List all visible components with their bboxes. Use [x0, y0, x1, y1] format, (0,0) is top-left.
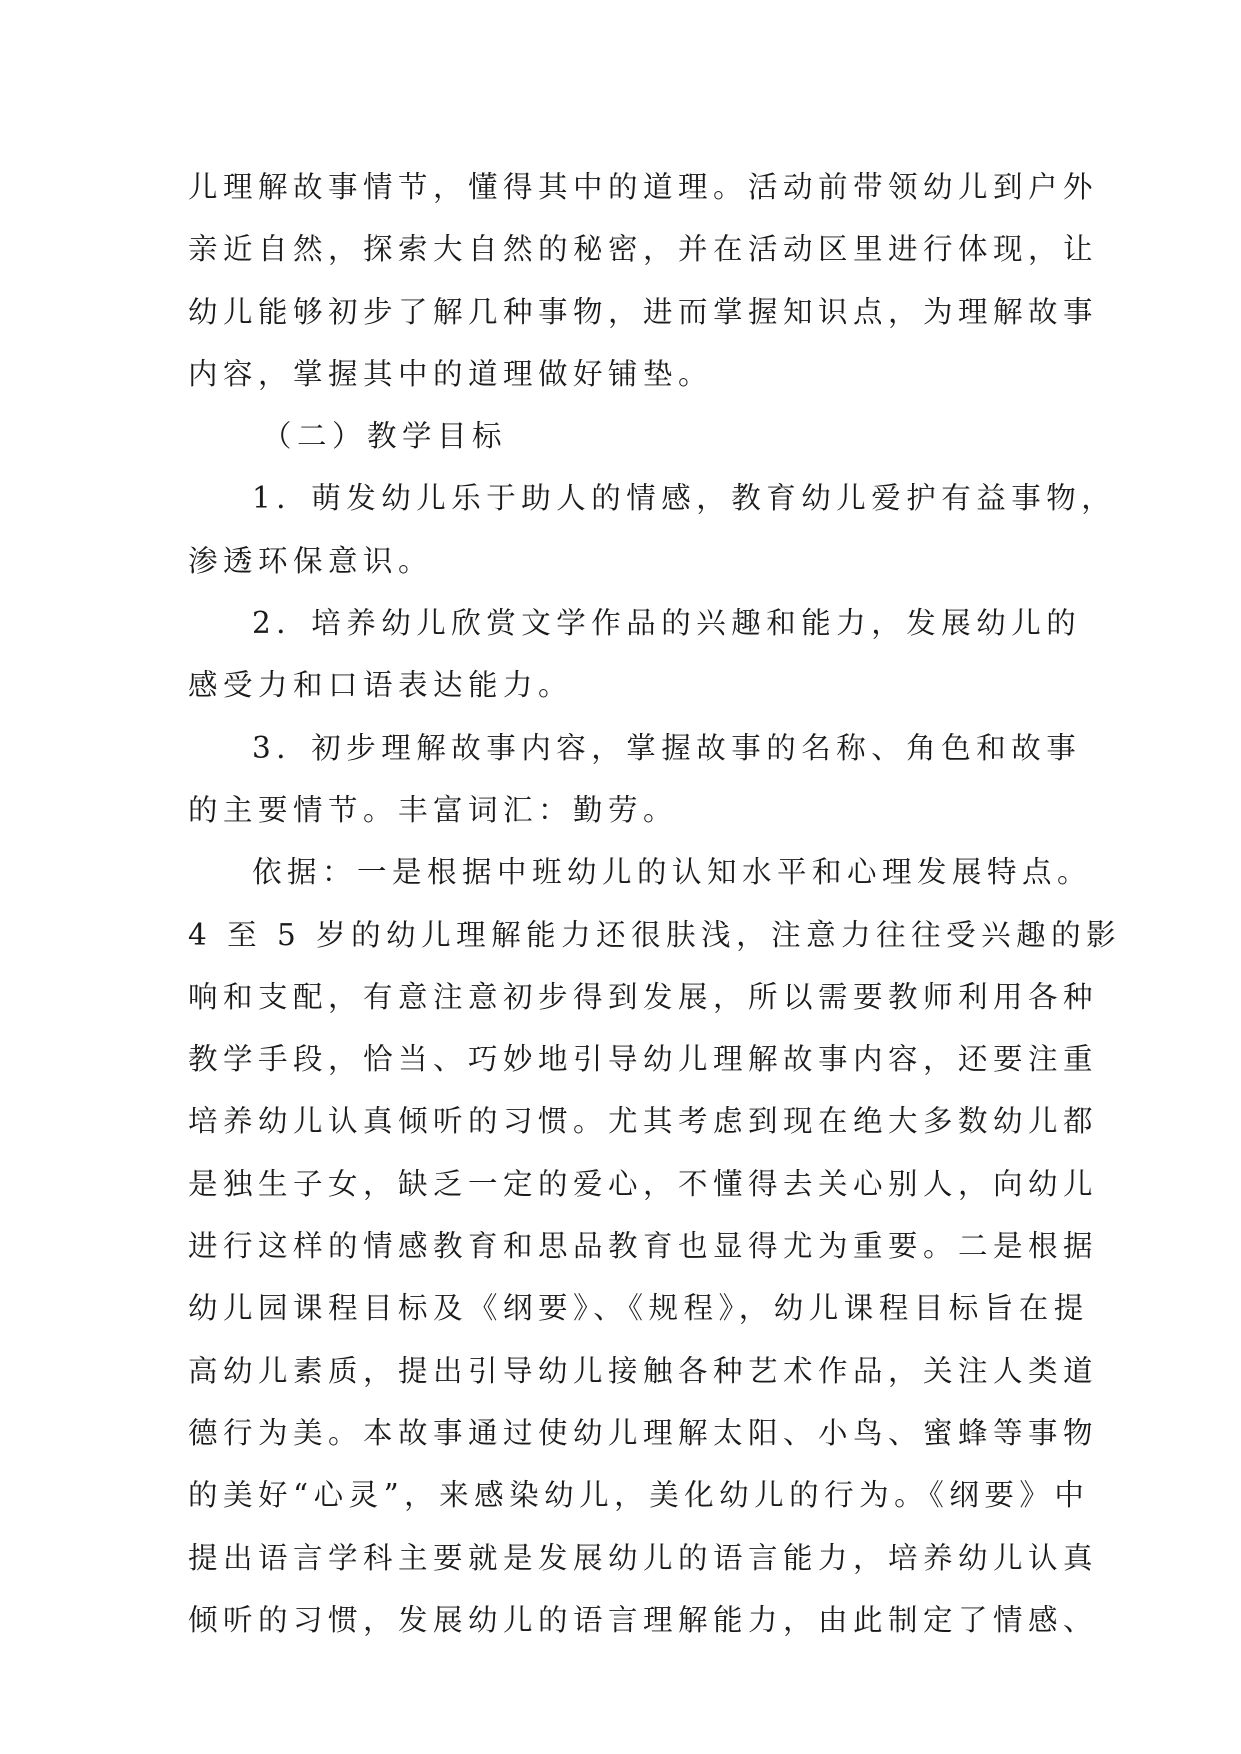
basis-paragraph-start: 依据：一是根据中班幼儿的认知水平和心理发展特点。 — [252, 855, 1093, 890]
text-line: 感受力和口语表达能力。 — [188, 668, 574, 703]
text-line: 德行为美。本故事通过使幼儿理解太阳、小鸟、蜜蜂等事物 — [188, 1415, 1099, 1450]
objective-3-line: 3．初步理解故事内容，掌握故事的名称、角色和故事 — [252, 730, 1082, 765]
text-line: 提出语言学科主要就是发展幼儿的语言能力，培养幼儿认真 — [188, 1540, 1099, 1575]
text-line: 亲近自然，探索大自然的秘密，并在活动区里进行体现，让 — [188, 232, 1099, 267]
text-line: 的主要情节。丰富词汇：勤劳。 — [188, 792, 679, 827]
text-line: 渗透环保意识。 — [188, 543, 434, 578]
text-line: 4 至 5 岁的幼儿理解能力还很肤浅，注意力往往受兴趣的影 — [188, 917, 1122, 952]
text-line: 高幼儿素质，提出引导幼儿接触各种艺术作品，关注人类道 — [188, 1353, 1099, 1388]
text-line: 是独生子女，缺乏一定的爱心，不懂得去关心别人，向幼儿 — [188, 1166, 1099, 1201]
objective-2-line: 2．培养幼儿欣赏文学作品的兴趣和能力，发展幼儿的 — [252, 606, 1082, 641]
text-line: 的美好“心灵”，来感染幼儿，美化幼儿的行为。《纲要》中 — [188, 1478, 1090, 1513]
text-line: 响和支配，有意注意初步得到发展，所以需要教师利用各种 — [188, 979, 1099, 1014]
document-body — [188, 156, 1122, 1651]
text-line: 进行这样的情感教育和思品教育也显得尤为重要。二是根据 — [188, 1229, 1099, 1264]
text-line: 内容，掌握其中的道理做好铺垫。 — [188, 356, 714, 391]
text-line: 培养幼儿认真倾听的习惯。尤其考虑到现在绝大多数幼儿都 — [188, 1104, 1099, 1139]
text-line: 幼儿园课程目标及《纲要》、《规程》，幼儿课程目标旨在提 — [188, 1291, 1089, 1326]
text-line: 儿理解故事情节，懂得其中的道理。活动前带领幼儿到户外 — [188, 170, 1099, 204]
text-line: 倾听的习惯，发展幼儿的语言理解能力，由此制定了情感、 — [188, 1602, 1099, 1637]
text-line: 教学手段，恰当、巧妙地引导幼儿理解故事内容，还要注重 — [188, 1042, 1099, 1077]
section-heading: （二）教学目标 — [262, 419, 508, 454]
objective-1-line: 1．萌发幼儿乐于助人的情感，教育幼儿爱护有益事物， — [252, 481, 1117, 516]
text-line: 幼儿能够初步了解几种事物，进而掌握知识点，为理解故事 — [188, 294, 1099, 329]
